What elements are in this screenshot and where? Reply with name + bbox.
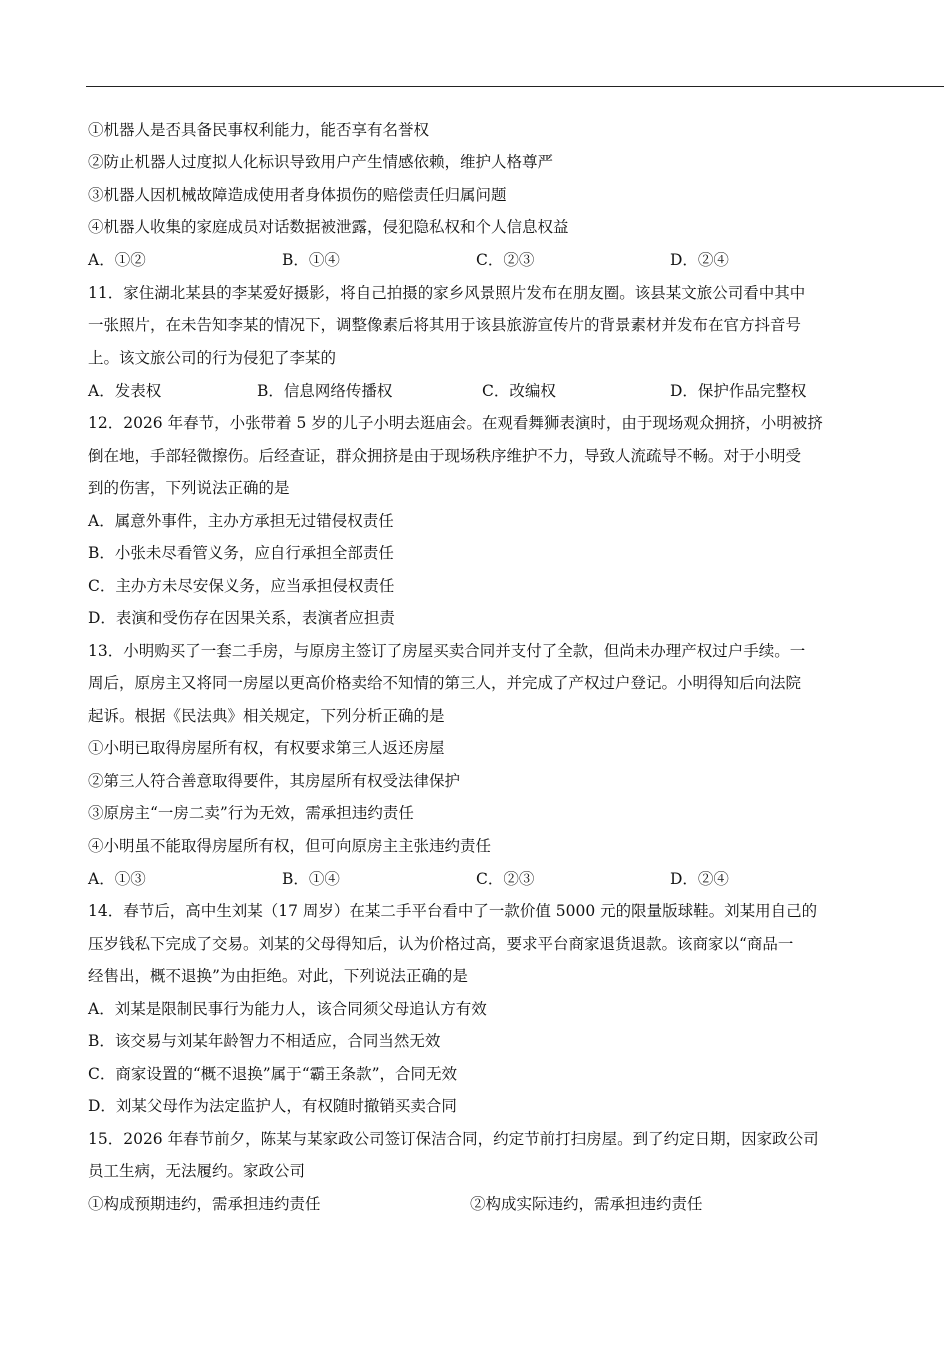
q11-stem-line-3: 上。该文旅公司的行为侵犯了李某的: [88, 349, 337, 367]
q10-item-3: ③机器人因机械故障造成使用者身体损伤的赔偿责任归属问题: [88, 186, 507, 204]
q10-option-b: B．①④: [282, 251, 340, 269]
q12-option-b: B．小张未尽看管义务，应自行承担全部责任: [88, 544, 394, 562]
q13-item-4: ④小明虽不能取得房屋所有权，但可向原房主主张违约责任: [88, 837, 492, 855]
q10-option-c: C．②③: [476, 251, 535, 269]
q11-option-a: A．发表权: [88, 382, 162, 400]
q14-option-c: C．商家设置的“概不退换”属于“霸王条款”，合同无效: [88, 1065, 458, 1083]
q13-option-d: D．②④: [670, 870, 729, 888]
q14-stem-line-1: 14．春节后，高中生刘某（17 周岁）在某二手平台看中了一款价值 5000 元的限量版球鞋。刘某用自己的: [88, 902, 818, 920]
q12-stem-line-1: 12．2026 年春节，小张带着 5 岁的儿子小明去逛庙会。在观看舞狮表演时，由于现场观众拥挤，小明被挤: [88, 414, 823, 432]
q13-item-2: ②第三人符合善意取得要件，其房屋所有权受法律保护: [88, 772, 461, 790]
q11-option-b: B．信息网络传播权: [257, 382, 393, 400]
q13-item-1: ①小明已取得房屋所有权，有权要求第三人返还房屋: [88, 739, 445, 757]
q15-item-1: ①构成预期违约，需承担违约责任: [88, 1195, 321, 1213]
q12-option-c: C．主办方未尽安保义务，应当承担侵权责任: [88, 577, 395, 595]
q14-stem-line-2: 压岁钱私下完成了交易。刘某的父母得知后，认为价格过高，要求平台商家退货退款。该商家以“商品一: [88, 935, 794, 953]
q12-option-d: D．表演和受伤存在因果关系，表演者应担责: [88, 609, 395, 627]
q15-item-2: ②构成实际违约，需承担违约责任: [470, 1195, 703, 1213]
q10-item-4: ④机器人收集的家庭成员对话数据被泄露，侵犯隐私权和个人信息权益: [88, 218, 569, 236]
q10-item-1: ①机器人是否具备民事权利能力，能否享有名誉权: [88, 121, 430, 139]
q13-stem-line-3: 起诉。根据《民法典》相关规定，下列分析正确的是: [88, 707, 445, 725]
q13-stem-line-2: 周后，原房主又将同一房屋以更高价格卖给不知情的第三人，并完成了产权过户登记。小明得知后向法院: [88, 674, 802, 692]
header-rule: [86, 86, 944, 87]
q12-option-a: A．属意外事件，主办方承担无过错侵权责任: [88, 512, 394, 530]
q10-option-d: D．②④: [670, 251, 729, 269]
q14-option-d: D．刘某父母作为法定监护人，有权随时撤销买卖合同: [88, 1097, 457, 1115]
q11-stem-line-2: 一张照片，在未告知李某的情况下，调整像素后将其用于该县旅游宣传片的背景素材并发布在官方抖音号: [88, 316, 802, 334]
q12-stem-line-2: 倒在地，手部轻微擦伤。后经查证，群众拥挤是由于现场秩序维护不力，导致人流疏导不畅。对于小明受: [88, 447, 802, 465]
q11-option-d: D．保护作品完整权: [670, 382, 807, 400]
q15-stem-line-2: 员工生病，无法履约。家政公司: [88, 1162, 306, 1180]
q13-option-c: C．②③: [476, 870, 535, 888]
q14-stem-line-3: 经售出，概不退换”为由拒绝。对此，下列说法正确的是: [88, 967, 468, 985]
q13-option-b: B．①④: [282, 870, 340, 888]
q14-option-a: A．刘某是限制民事行为能力人，该合同须父母追认方有效: [88, 1000, 487, 1018]
q11-stem-line-1: 11．家住湖北某县的李某爱好摄影，将自己拍摄的家乡风景照片发布在朋友圈。该县某文旅公司看中其中: [88, 284, 806, 302]
q13-item-3: ③原房主“一房二卖”行为无效，需承担违约责任: [88, 804, 414, 822]
q14-option-b: B．该交易与刘某年龄智力不相适应，合同当然无效: [88, 1032, 441, 1050]
q13-stem-line-1: 13．小明购买了一套二手房，与原房主签订了房屋买卖合同并支付了全款，但尚未办理产权过户手续。一: [88, 642, 806, 660]
q13-option-a: A．①③: [88, 870, 146, 888]
q10-option-a: A．①②: [88, 251, 146, 269]
q15-stem-line-1: 15．2026 年春节前夕，陈某与某家政公司签订保洁合同，约定节前打扫房屋。到了约定日期，因家政公司: [88, 1130, 819, 1148]
q12-stem-line-3: 到的伤害，下列说法正确的是: [88, 479, 290, 497]
q11-option-c: C．改编权: [482, 382, 556, 400]
q10-item-2: ②防止机器人过度拟人化标识导致用户产生情感依赖，维护人格尊严: [88, 153, 554, 171]
